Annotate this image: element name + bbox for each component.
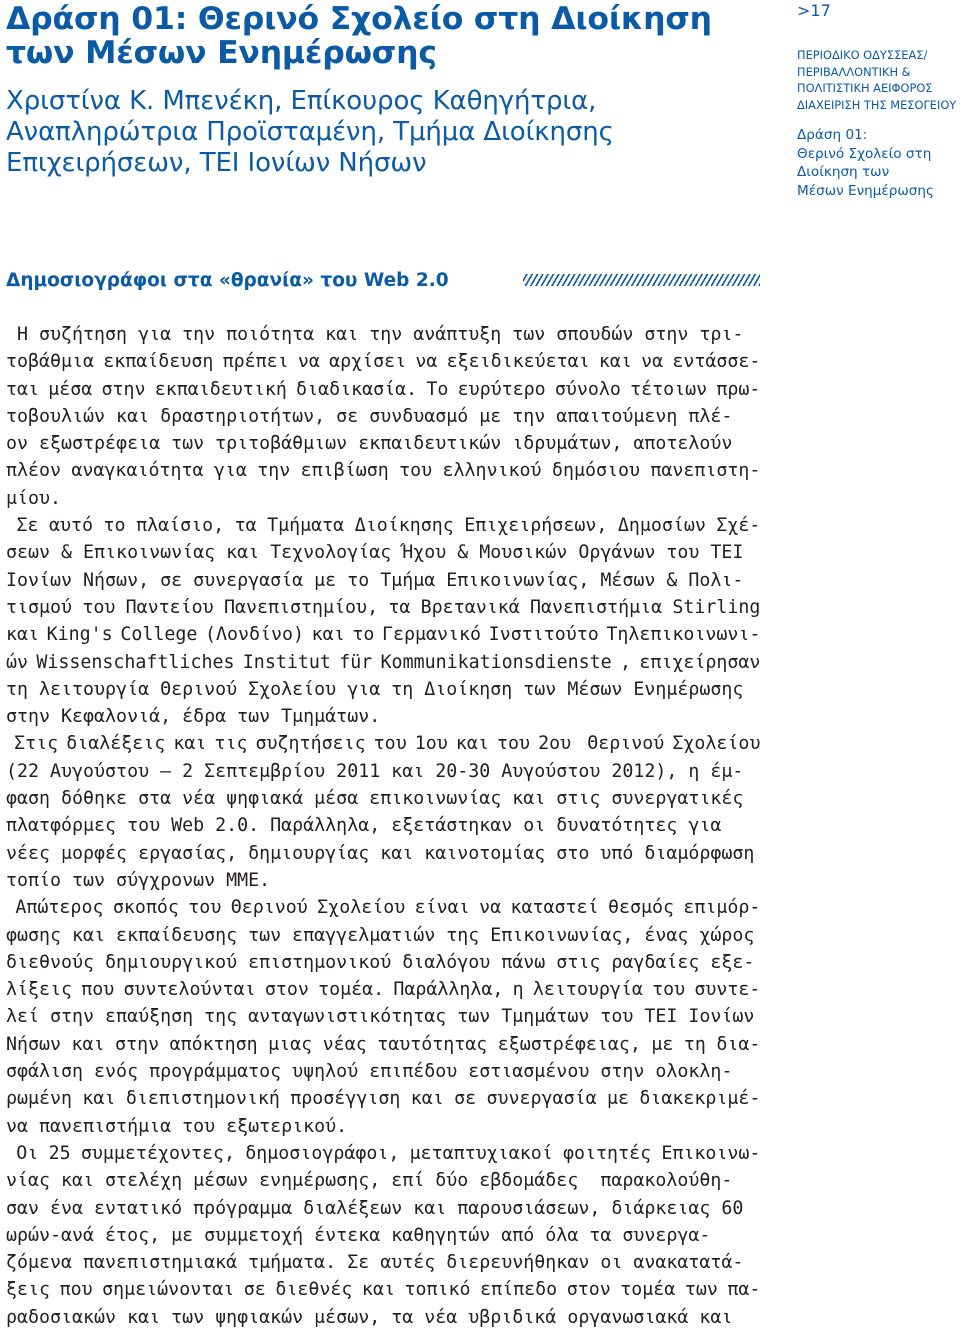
body-line: Οι 25 συμμετέχοντες, δημοσιογράφοι, μεταπτυχιακοί φοιτητές Επικοινω-	[6, 1142, 760, 1164]
journal-series	[797, 47, 956, 113]
section-title: Δημοσιογράφοι στα «θρανία» του Web 2.0	[6, 270, 449, 291]
body-line: Απώτερος σκοπός του Θερινού Σχολείου είναι να καταστεί θεσμός επιμόρ-	[6, 897, 760, 919]
body-line: και King's College (Λονδίνο) και το Γερμανικό Ινστιτούτο Τηλεπικοινωνι-	[6, 624, 760, 646]
body-line: πλέον αναγκαιότητα για την επιβίωση του ελληνικού δημόσιου πανεπιστη-	[6, 460, 760, 482]
body-line: νίας και στελέχη μέσων ενημέρωσης, επί δύο εβδομάδες παρακολούθη-	[6, 1170, 733, 1192]
body-line: φαση δόθηκε στα νέα ψηφιακά μέσα επικοινωνίας και στις συνεργατικές	[6, 788, 744, 810]
title-line: Δράση 01: Θερινό Σχολείο στη Διοίκηση	[6, 1, 712, 37]
body-line: τοβάθμια εκπαίδευση πρέπει να αρχίσει να εξειδικεύεται και να εντάσσε-	[6, 351, 760, 373]
body-line: ωρών-ανά έτος, με συμμετοχή έντεκα καθηγητών από όλα τα συνεργα-	[6, 1224, 711, 1246]
series-line: ΠΕΡΙΒΑΛΛΟΝΤΙΚΗ &	[797, 64, 911, 79]
body-line: τοβουλιών και δραστηριοτήτων, σε συνδυασμό με την απαιτούμενη πλέ-	[6, 405, 733, 427]
body-line: ον εξωστρέφεια των τριτοβάθμιων εκπαιδευτικών ιδρυμάτων, αποτελούν	[6, 433, 733, 455]
body-line: να πανεπιστήμια του εξωτερικού.	[6, 1115, 348, 1137]
body-line: ζόμενα πανεπιστημιακά τμήματα. Σε αυτές διερευνήθηκαν οι ανακατατά-	[6, 1252, 744, 1274]
body-line: (22 Αυγούστου – 2 Σεπτεμβρίου 2011 και 20-30 Αυγούστου 2012), η έμ-	[6, 760, 744, 782]
body-line: σφάλιση ενός προγράμματος υψηλού επιπέδου εστιασμένου στην ολοκλη-	[6, 1061, 733, 1083]
author-line: Επιχειρήσεων, ΤΕΙ Ιονίων Νήσων	[6, 148, 427, 178]
body-line: διεθνούς δημιουργικού επιστημονικού διαλόγου πάνω στις ραγδαίες εξε-	[6, 951, 755, 973]
action-line: Μέσων Ενημέρωσης	[797, 182, 935, 199]
body-line: Η συζήτηση για την ποιότητα και την ανάπτυξη των σπουδών στην τρι-	[6, 324, 744, 345]
body-line: τισμού του Παντείου Πανεπιστημίου, τα Βρετανικά Πανεπιστήμια Stirling	[6, 596, 760, 618]
series-line: ΠΟΛΙΤΙΣΤΙΚΗ ΑΕΙΦΟΡΟΣ	[797, 81, 933, 95]
body-line: σαν ένα εντατικό πρόγραμμα διαλέξεων και παρουσιάσεων, διάρκειας 60	[6, 1197, 744, 1219]
body-line: Σε αυτό το πλαίσιο, τα Τμήματα Διοίκησης Επιχειρήσεων, Δημοσίων Σχέ-	[6, 515, 760, 537]
body-line: ραδοσιακών και των ψηφιακών μέσων, τα νέα υβριδικά οργανωσιακά και	[6, 1306, 733, 1328]
body-line: νέες μορφές εργασίας, δημιουργίας και καινοτομίας στο υπό διαμόρφωση	[6, 842, 755, 864]
action-line: Θερινό Σχολείο στη	[797, 145, 932, 162]
body-line: λίξεις που συντελούνται στον τομέα. Παράλληλα, η λειτουργία του συντε-	[6, 979, 760, 1001]
body-line: ται μέσα στην εκπαιδευτική διαδικασία. Το ευρύτερο σύνολο τέτοιων πρω-	[6, 378, 760, 400]
body-line: Νήσων και στην απόκτηση μιας νέας ταυτότητας εξωστρέφειας, με τη δια-	[6, 1033, 760, 1055]
action-line: Διοίκηση των	[797, 164, 890, 180]
page-title	[6, 2, 766, 70]
author-affiliation	[6, 86, 766, 179]
action-line: Δράση 01:	[797, 127, 868, 143]
body-line: σεων & Επικοινωνίας και Τεχνολογίας Ήχου & Μουσικών Οργάνων του ΤΕΙ	[6, 542, 744, 564]
body-line: μίου.	[6, 487, 62, 509]
body-line: ξεις που σημειώνονται σε διεθνές και τοπικό επίπεδο στον τομέα των πα-	[6, 1279, 760, 1301]
author-line: Χριστίνα Κ. Μπενέκη, Επίκουρος Καθηγήτρια,	[6, 86, 597, 116]
body-line: στην Κεφαλονιά, έδρα των Τμημάτων.	[6, 706, 381, 728]
body-line: Στις διαλέξεις και τις συζητήσεις του 1ου και του 2ου Θερινού Σχολείου	[6, 733, 760, 755]
article-body	[6, 321, 760, 1331]
body-line: πλατφόρμες του Web 2.0. Παράλληλα, εξετάστηκαν οι δυνατότητες για	[6, 815, 722, 837]
body-line: ρωμένη και διεπιστημονική προσέγγιση και σε συνεργασία με διακεκριμέ-	[6, 1088, 760, 1110]
body-line: φωσης και εκπαίδευσης των επαγγελματιών της Επικοινωνίας, ένας χώρος	[6, 924, 755, 946]
title-line: των Μέσων Ενημέρωσης	[6, 35, 437, 71]
series-line: ΠΕΡΙΟΔΙΚΟ ΟΔΥΣΣΕΑΣ/	[797, 48, 928, 62]
action-label	[797, 126, 934, 200]
page-number: >17	[797, 1, 831, 20]
body-line: ών Wissenschaftliches Institut für Kommunikationsdienste , επιχείρησαν	[6, 651, 760, 673]
section-header	[6, 268, 760, 294]
body-line: τη λειτουργία Θερινού Σχολείου για τη Διοίκηση των Μέσων Ενημέρωσης	[6, 678, 744, 700]
body-line: λεί στην επαύξηση της ανταγωνιστικότητας των Τμημάτων του ΤΕΙ Ιονίων	[6, 1006, 755, 1028]
hatch-divider	[523, 274, 760, 286]
body-line: Ιονίων Νήσων, σε συνεργασία με το Τμήμα Επικοινωνίας, Μέσων & Πολι-	[6, 569, 744, 591]
series-line: ΔΙΑΧΕΙΡΙΣΗ ΤΗΣ ΜΕΣΟΓΕΙΟΥ	[797, 97, 957, 112]
body-line: τοπίο των σύγχρονων ΜΜΕ.	[6, 869, 271, 891]
author-line: Αναπληρώτρια Προϊσταμένη, Τμήμα Διοίκησης	[6, 117, 614, 147]
